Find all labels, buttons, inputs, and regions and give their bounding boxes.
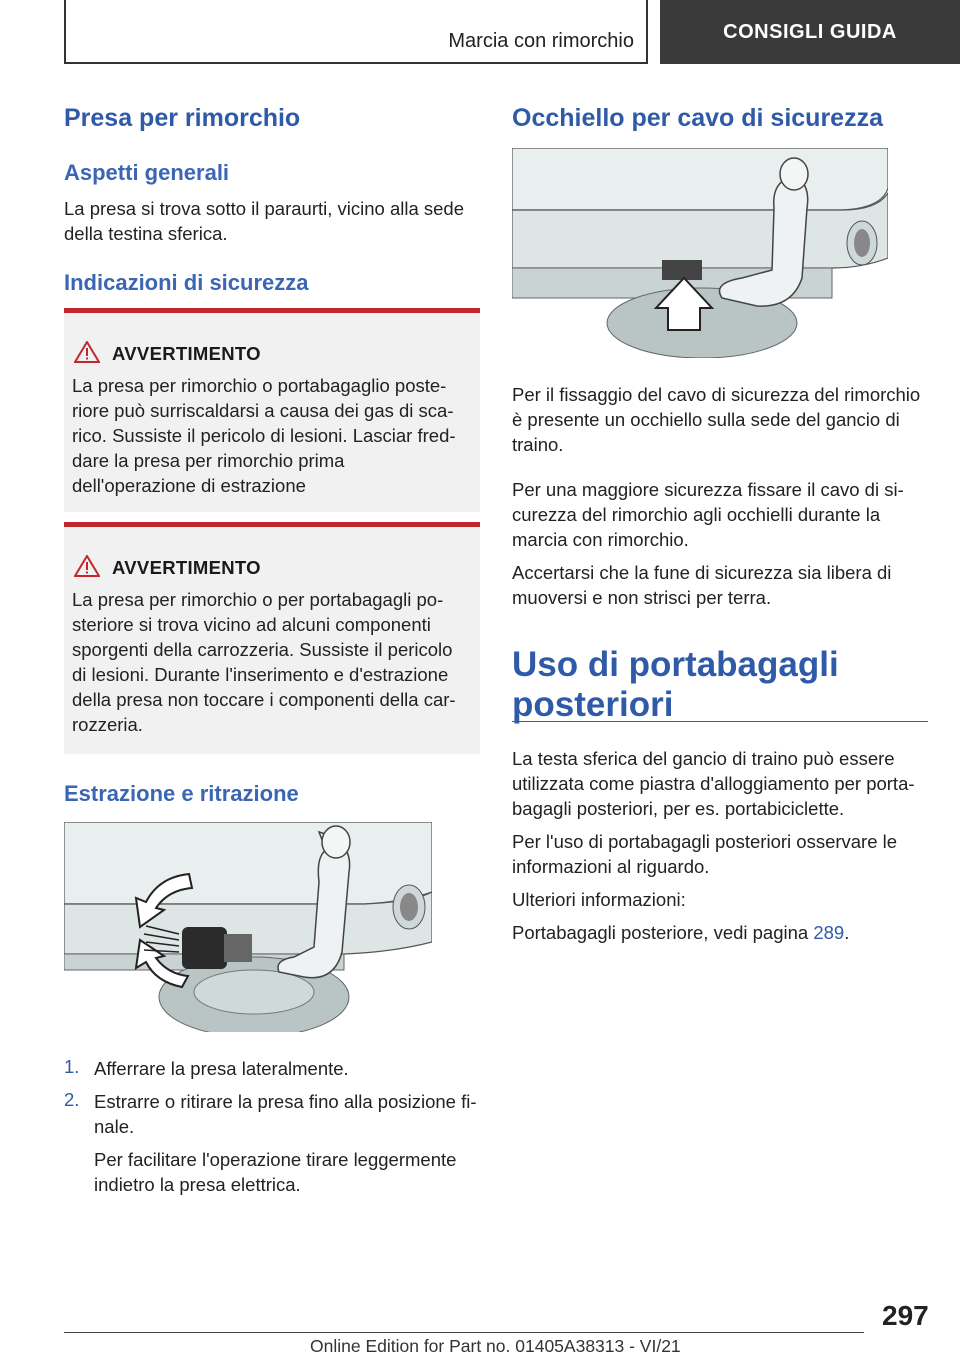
general-line-1: La presa si trova sotto il paraurti, vicino alla sede: [64, 198, 465, 219]
step-number: 2.: [64, 1089, 80, 1110]
page-number: 297: [882, 1300, 929, 1331]
eyelet-para: Per una maggiore sicurezza fissare il cavo di si-: [512, 479, 904, 500]
step-text: Estrarre o ritirare la presa fino alla posizione fi-: [94, 1091, 477, 1112]
cross-reference: [512, 920, 849, 946]
warning-line: sporgenti della carrozzeria. Sussiste il pericolo: [72, 639, 453, 660]
rack-para: Per l'uso di portabagagli posteriori osservare le: [512, 831, 898, 852]
warning-line: dare la presa per rimorchio prima: [72, 450, 345, 471]
page-link-289[interactable]: 289: [813, 922, 845, 943]
rack-para: informazioni al riguardo.: [512, 856, 710, 877]
step-note: Per facilitare l'operazione tirare leggermente: [94, 1149, 457, 1170]
step-note: indietro la presa elettrica.: [94, 1174, 301, 1195]
general-line-2: della testina sferica.: [64, 223, 228, 244]
header-section-title: Marcia con rimorchio: [448, 30, 634, 52]
section-divider: [512, 721, 928, 722]
eyelet-para: curezza del rimorchio agli occhielli durante la: [512, 504, 881, 525]
eyelet-para: è presente un occhiello sulla sede del gancio di: [512, 409, 900, 430]
warning-title: AVVERTIMENTO: [112, 557, 261, 578]
step-text: Afferrare la presa lateralmente.: [94, 1058, 349, 1079]
heading-indicazioni-sicurezza: Indicazioni di sicurezza: [64, 270, 309, 295]
warning-line: rico. Sussiste il pericolo di lesioni. Lasciar fred-: [72, 425, 456, 446]
section-title-line: Uso di portabagagli: [512, 645, 839, 684]
warning-line: dell'operazione di estrazione: [72, 475, 306, 496]
header-chapter-tab[interactable]: CONSIGLI GUIDA: [660, 0, 960, 64]
footer-divider: [64, 1332, 864, 1333]
warning-triangle-icon: [74, 555, 100, 577]
title-presa-rimorchio: Presa per rimorchio: [64, 104, 301, 132]
eyelet-para: marcia con rimorchio.: [512, 529, 689, 550]
eyelet-para: Accertarsi che la fune di sicurezza sia libera di: [512, 562, 892, 583]
cross-reference-text: Portabagagli posteriore, vedi pagina: [512, 922, 814, 943]
warning-line: della presa non toccare i componenti della car-: [72, 689, 456, 710]
step-text: nale.: [94, 1116, 135, 1137]
warning-line: La presa per rimorchio o portabagaglio poste-: [72, 375, 447, 396]
cross-reference-end: .: [844, 922, 850, 943]
warning-line: di lesioni. Durante l'inserimento e d'estrazione: [72, 664, 449, 685]
step-number: 1.: [64, 1056, 80, 1077]
eyelet-para: traino.: [512, 434, 564, 455]
title-occhiello: Occhiello per cavo di sicurezza: [512, 104, 883, 132]
warning-box-1: [64, 308, 480, 512]
warning-triangle-icon: [74, 341, 100, 363]
warning-box-2: [64, 522, 480, 754]
section-title-line: posteriori: [512, 685, 674, 724]
footer-edition: Online Edition for Part no. 01405A38313 - VI/21: [310, 1336, 681, 1356]
heading-aspetti-generali: Aspetti generali: [64, 160, 230, 185]
heading-estrazione-ritrazione: Estrazione e ritrazione: [64, 781, 299, 806]
eyelet-para: muoversi e non strisci per terra.: [512, 587, 772, 608]
warning-line: rozzeria.: [72, 714, 143, 735]
warning-line: riore può surriscaldarsi a causa dei gas di sca-: [72, 400, 454, 421]
more-info-label: Ulteriori informazioni:: [512, 889, 686, 910]
rack-para: utilizzata come piastra d'alloggiamento per porta-: [512, 773, 915, 794]
rack-para: bagagli posteriori, per es. portabiciclette.: [512, 798, 845, 819]
rack-para: La testa sferica del gancio di traino può essere: [512, 748, 895, 769]
socket-extraction-illustration: [64, 822, 432, 1032]
warning-line: La presa per rimorchio o per portabagagli po-: [72, 589, 444, 610]
eyelet-para: Per il fissaggio del cavo di sicurezza del rimorchio: [512, 384, 921, 405]
warning-title: AVVERTIMENTO: [112, 343, 261, 364]
safety-eyelet-illustration: [512, 148, 888, 358]
warning-line: steriore si trova vicino ad alcuni componenti: [72, 614, 431, 635]
